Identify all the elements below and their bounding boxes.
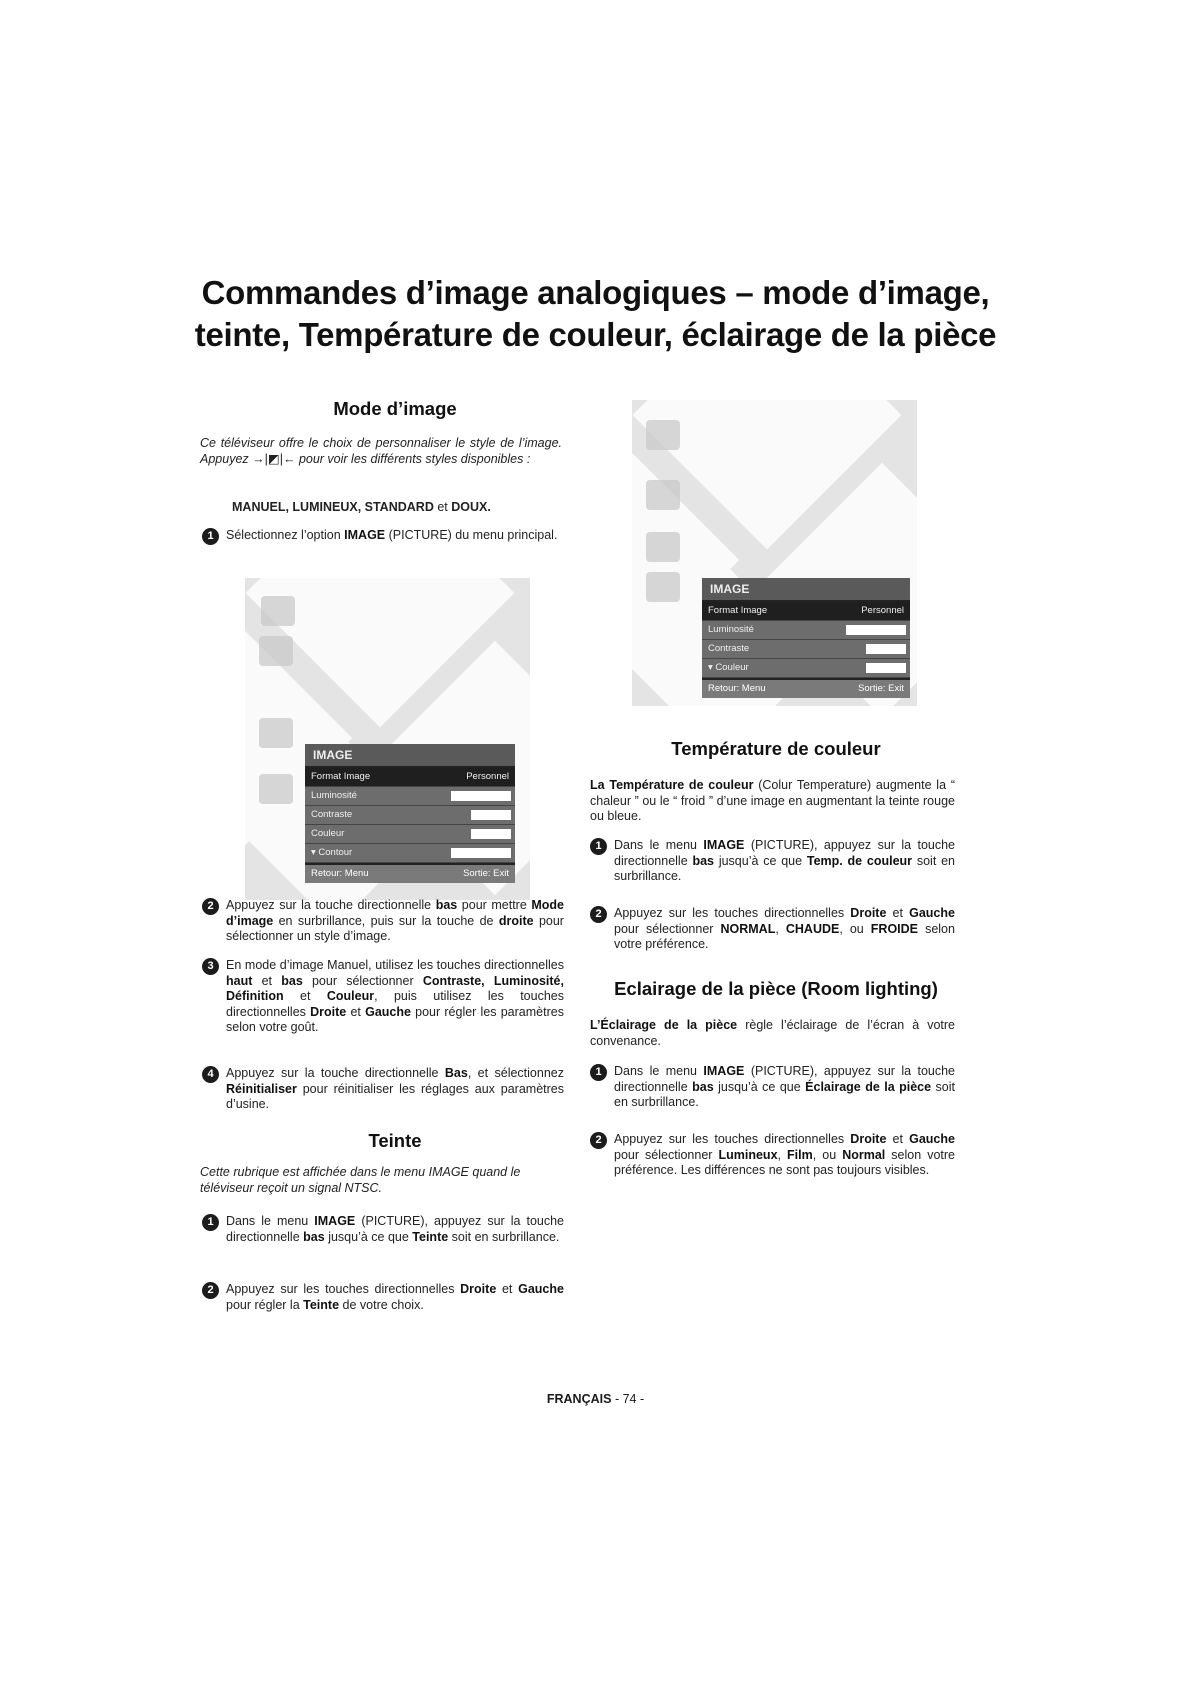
mode-intro-1: Ce téléviseur offre le choix de personnaliser le style de l’image. Appuyez — [200, 436, 562, 466]
text: Bas — [444, 1066, 468, 1080]
step-number-1: 1 — [590, 838, 607, 855]
mode-intro-2: pour voir les différents styles disponibles : — [298, 451, 531, 466]
text: de votre choix. — [342, 1297, 424, 1312]
text: Appuyez sur les touches directionnelles — [226, 1282, 455, 1296]
text: Droite — [460, 1282, 497, 1296]
text: (Colur Temperature) augmente la “ chaleur ” ou le “ froid ” d’une image en augmentant la teinte rouge ou bleue. — [590, 778, 955, 823]
text: (PICTURE), appuyez sur la touche directionnelle — [614, 838, 956, 868]
heading-teinte: Teinte — [368, 1130, 422, 1151]
text: Mode d’image — [226, 898, 564, 928]
text: CHAUDE — [785, 921, 840, 936]
text: La Température de couleur — [590, 778, 754, 792]
footer-language: FRANÇAIS — [546, 1392, 612, 1406]
text: En mode d’image Manuel, utilisez les touches directionnelles — [226, 958, 564, 972]
step-number-2: 2 — [590, 1132, 607, 1149]
text: Normal — [842, 1147, 886, 1162]
text: FROIDE — [870, 921, 919, 936]
text: et — [892, 1132, 903, 1146]
text: bas — [692, 853, 715, 868]
teinte-intro: Cette rubrique est affichée dans le menu IMAGE quand le téléviseur reçoit un signal NTSC. — [200, 1165, 521, 1195]
step-number-1: 1 — [590, 1064, 607, 1081]
osd-image-menu-2 — [702, 578, 910, 698]
text: Couleur — [326, 989, 375, 1003]
step-number-3: 3 — [202, 958, 219, 975]
title-line-1: Commandes d’image analogiques – mode d’image, — [201, 274, 990, 311]
mode-intro — [200, 436, 562, 467]
text: Gauche — [365, 1004, 411, 1019]
menu-screenshot-1 — [245, 578, 530, 900]
text: Droite — [850, 1132, 887, 1146]
text: soit en surbrillance. — [451, 1229, 560, 1244]
osd-row: Luminosité — [305, 787, 515, 806]
osd-footer: Retour: Menu Sortie: Exit — [702, 678, 910, 698]
text: droite — [498, 913, 534, 928]
osd-row: ▾ Couleur — [702, 659, 910, 678]
picture-icon — [259, 636, 293, 666]
text: soit en surbrillance. — [614, 1079, 955, 1109]
text: Sélectionnez l’option — [226, 528, 341, 542]
temp-step-1 — [590, 838, 955, 885]
text: Droite — [850, 906, 887, 920]
setup-icon — [646, 572, 680, 602]
sound-icon — [646, 420, 680, 450]
mode-styles-b: DOUX. — [451, 500, 491, 514]
osd-header: IMAGE — [702, 578, 910, 602]
text: Gauche — [909, 1132, 955, 1146]
text: , ou — [812, 1147, 837, 1162]
text: selon votre préférence. Les différences ne sont pas toujours visibles. — [614, 1147, 955, 1177]
mode-styles — [232, 500, 491, 516]
heading-room-lighting: Eclairage de la pièce (Room lighting) — [614, 978, 938, 999]
text: IMAGE — [344, 528, 386, 542]
page-footer — [0, 1392, 1191, 1406]
osd-header: IMAGE — [305, 744, 515, 768]
text: Film — [787, 1147, 813, 1162]
mode-styles-and: et — [437, 500, 448, 514]
text: , puis utilisez les touches directionnelles — [226, 989, 564, 1019]
text: jusqu’à ce que — [328, 1229, 409, 1244]
step-number-1: 1 — [202, 1214, 219, 1231]
menu-screenshot-2 — [632, 400, 917, 706]
text: IMAGE — [314, 1214, 356, 1228]
mode-step-2 — [202, 898, 564, 945]
text: bas — [692, 1079, 714, 1094]
tools-icon — [646, 532, 680, 562]
text: bas — [281, 973, 303, 988]
text: Dans le menu — [614, 1064, 697, 1078]
text: , — [777, 1147, 782, 1162]
text: Droite — [310, 1004, 347, 1019]
text: soit en surbrillance. — [614, 853, 955, 883]
text: Temp. de couleur — [806, 853, 913, 868]
mode-styles-a: MANUEL, LUMINEUX, STANDARD — [232, 500, 434, 514]
text: haut — [226, 973, 253, 988]
page-title — [0, 272, 1191, 356]
heading-mode-image: Mode d’image — [333, 398, 457, 419]
mode-step-1 — [202, 528, 562, 544]
text: pour régler la — [226, 1297, 300, 1312]
mode-intro-key: →|◩|← — [252, 451, 296, 466]
text: selon votre préférence. — [614, 921, 955, 951]
text: Teinte — [303, 1297, 340, 1312]
room-step-2 — [590, 1132, 955, 1179]
text: Appuyez sur les touches directionnelles — [614, 906, 845, 920]
text: L’Éclairage de la pièce — [590, 1018, 738, 1032]
room-intro — [590, 1018, 955, 1049]
text: Éclairage de la pièce — [805, 1079, 932, 1094]
text: pour régler les paramètres selon votre goût. — [226, 1004, 564, 1034]
text: Réinitialiser — [226, 1081, 297, 1096]
text: et — [350, 1004, 361, 1019]
text: règle l’éclairage de l’écran à votre convenance. — [590, 1018, 955, 1048]
temp-step-2 — [590, 906, 955, 953]
text: Gauche — [518, 1282, 564, 1296]
text: et — [300, 989, 311, 1003]
osd-footer: Retour: Menu Sortie: Exit — [305, 863, 515, 883]
osd-row: Luminosité — [702, 621, 910, 640]
text: (PICTURE), appuyez sur la touche directionnelle — [614, 1064, 956, 1094]
text: Appuyez sur la touche directionnelle — [226, 1066, 439, 1080]
text: Dans le menu — [614, 838, 697, 852]
text: jusqu’à ce que — [718, 1079, 801, 1094]
osd-row: Contraste — [702, 640, 910, 659]
text: Teinte — [412, 1229, 449, 1244]
text: et — [501, 1282, 513, 1296]
page-number: - 74 - — [614, 1392, 645, 1406]
setup-icon — [259, 774, 293, 804]
tools-icon — [259, 718, 293, 748]
room-step-1 — [590, 1064, 955, 1111]
temp-intro — [590, 778, 955, 825]
step-number-2: 2 — [202, 898, 219, 915]
text: IMAGE — [703, 838, 745, 852]
step-number-1: 1 — [202, 528, 219, 545]
text: IMAGE — [703, 1064, 745, 1078]
osd-row: Couleur — [305, 825, 515, 844]
text: pour sélectionner — [311, 973, 414, 988]
text: et — [261, 973, 273, 988]
text: et — [892, 906, 903, 920]
title-line-2: teinte, Température de couleur, éclairage de la pièce — [194, 316, 997, 353]
sound-icon — [261, 596, 295, 626]
text: Appuyez sur les touches directionnelles — [614, 1132, 845, 1146]
osd-row: Contraste — [305, 806, 515, 825]
heading-temperature: Température de couleur — [671, 738, 881, 759]
text: , et sélectionnez — [467, 1066, 564, 1080]
picture-icon — [646, 480, 680, 510]
osd-row: Format Image Personnel — [702, 602, 910, 621]
text: NORMAL — [720, 921, 776, 936]
text: bas — [303, 1229, 325, 1244]
text: pour réinitialiser les réglages aux paramètres d’usine. — [226, 1081, 564, 1111]
mode-step-3 — [202, 958, 564, 1036]
text: , — [775, 921, 779, 936]
text: Dans le menu — [226, 1214, 309, 1228]
step-number-2: 2 — [590, 906, 607, 923]
step-number-4: 4 — [202, 1066, 219, 1083]
osd-image-menu-1 — [305, 744, 515, 883]
text: (PICTURE), appuyez sur la touche directionnelle — [226, 1214, 565, 1244]
text: pour sélectionner un style d’image. — [226, 913, 564, 943]
text: bas — [435, 898, 458, 912]
text: en surbrillance, puis sur la touche de — [278, 913, 494, 928]
step-number-2: 2 — [202, 1282, 219, 1299]
text: pour sélectionner — [614, 921, 714, 936]
text: , ou — [839, 921, 864, 936]
text: pour mettre — [461, 898, 527, 912]
text: Appuyez sur la touche directionnelle — [226, 898, 432, 912]
text: Gauche — [909, 906, 955, 920]
osd-row: ▾ Contour — [305, 844, 515, 863]
osd-row: Format Image Personnel — [305, 768, 515, 787]
teinte-step-1 — [202, 1214, 564, 1245]
text: Lumineux — [718, 1147, 778, 1162]
teinte-step-2 — [202, 1282, 564, 1313]
mode-step-4 — [202, 1066, 564, 1113]
text: (PICTURE) du menu principal. — [388, 528, 558, 542]
text: jusqu’à ce que — [718, 853, 803, 868]
text: Contraste, Luminosité, Définition — [226, 973, 564, 1003]
text: pour sélectionner — [614, 1147, 713, 1162]
